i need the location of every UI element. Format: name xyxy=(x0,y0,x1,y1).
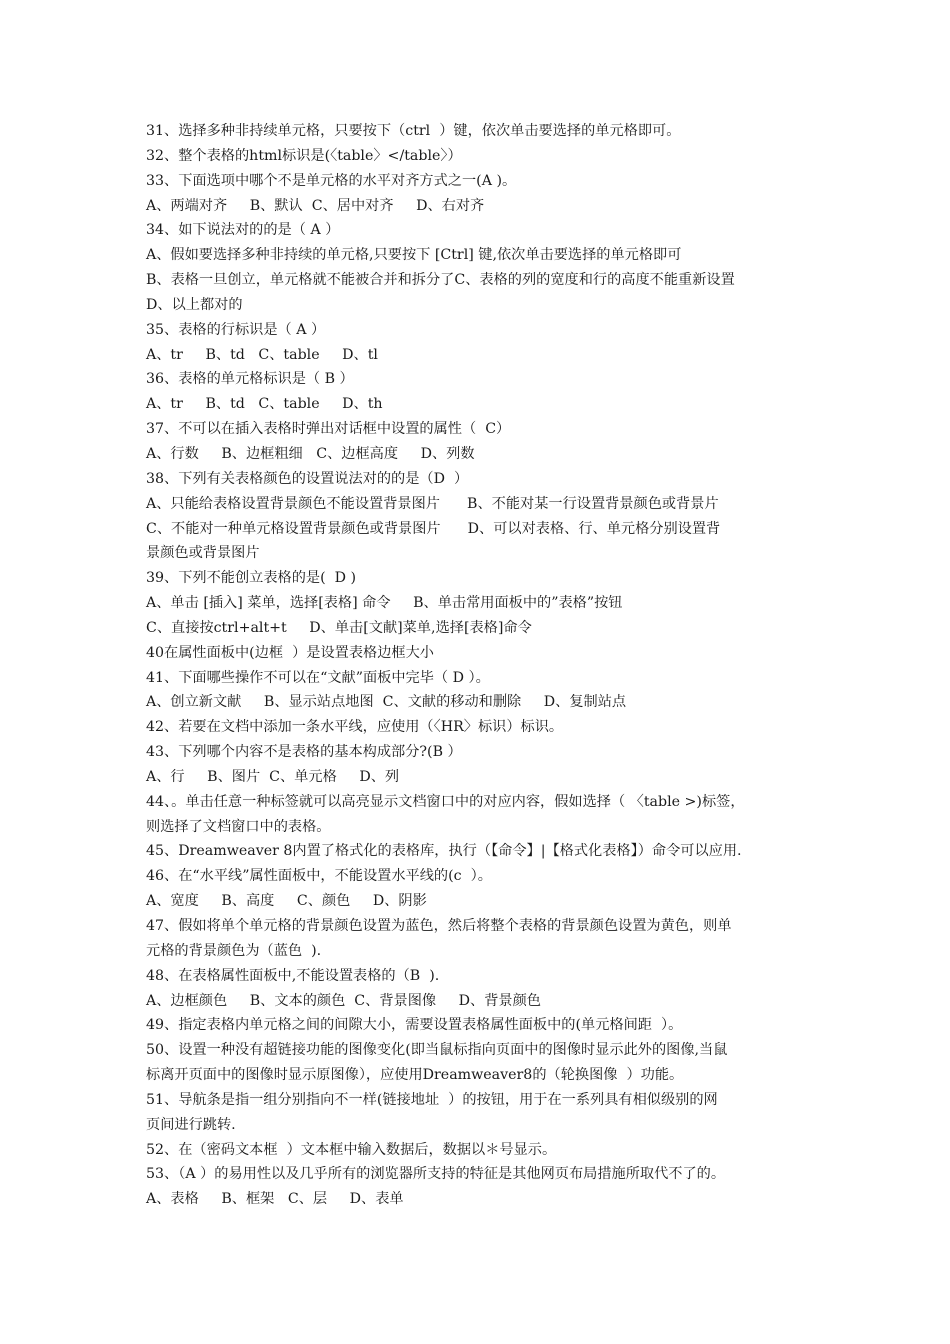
text-line: A、只能给表格设置背景颜色不能设置背景图片 B、不能对某一行设置背景颜色或背景片 xyxy=(146,495,719,512)
text-line: A、tr B、td C、table D、th xyxy=(146,396,383,413)
text-line: 33、下面选项中哪个不是单元格的水平对齐方式之一(A )。 xyxy=(146,172,517,189)
text-line: 43、下列哪个内容不是表格的基本构成部分?(B ） xyxy=(146,744,462,761)
text-line: A、tr B、td C、table D、tl xyxy=(146,346,378,363)
text-line: 38、下列有关表格颜色的设置说法对的的是（D ） xyxy=(146,470,469,487)
text-line: 32、整个表格的html标识是(〈table〉</table〉） xyxy=(146,147,462,164)
text-line: A、表格 B、框架 C、层 D、表单 xyxy=(146,1191,404,1208)
text-line: A、创立新文献 B、显示站点地图 C、文献的移动和删除 D、复制站点 xyxy=(146,694,627,711)
text-line: 35、表格的行标识是（ A ） xyxy=(146,321,326,338)
text-line: 44、。单击任意一种标签就可以高亮显示文档窗口中的对应内容，假如选择（ 〈table >)标签， xyxy=(146,793,745,810)
text-line: 则选择了文档窗口中的表格。 xyxy=(146,818,331,835)
text-line: A、行 B、图片 C、单元格 D、列 xyxy=(146,768,400,785)
text-line: 37、不可以在插入表格时弹出对话框中设置的属性（ C） xyxy=(146,421,511,438)
text-line: 46、在“水平线”属性面板中，不能设置水平线的(c ）。 xyxy=(146,868,492,885)
text-line: 31、选择多种非持续单元格，只要按下（ctrl ）键，依次单击要选择的单元格即可。 xyxy=(146,123,681,139)
text-line: C、不能对一种单元格设置背景颜色或背景图片 D、可以对表格、行、单元格分别设置背 xyxy=(146,520,721,537)
text-line: 景颜色或背景图片 xyxy=(146,545,260,562)
text-line: 53、（A ）的易用性以及几乎所有的浏览器所支持的特征是其他网页布局措施所取代不了的。 xyxy=(146,1166,726,1183)
text-line: 50、设置一种没有超链接功能的图像变化(即当鼠标指向页面中的图像时显示此外的图像,当鼠 xyxy=(146,1042,728,1059)
text-line: 标离开页面中的图像时显示原图像），应使用Dreamweaver8的（轮换图像 ）功能。 xyxy=(146,1067,684,1084)
text-line: 51、导航条是指一组分别指向不一样(链接地址 ）的按钮，用于在一系列具有相似级别的网 xyxy=(146,1091,718,1108)
text-line: B、表格一旦创立，单元格就不能被合并和拆分了C、表格的列的宽度和行的高度不能重新设置 xyxy=(146,272,735,289)
text-line: A、假如要选择多种非持续的单元格,只要按下 [Ctrl] 键,依次单击要选择的单元格即可 xyxy=(146,247,682,264)
text-line: A、边框颜色 B、文本的颜色 C、背景图像 D、背景颜色 xyxy=(146,992,541,1009)
text-line: C、直接按ctrl+alt+t D、单击[文献]菜单,选择[表格]命令 xyxy=(146,619,532,636)
text-line: 40在属性面板中(边框 ）是设置表格边框大小 xyxy=(146,644,434,661)
text-line: 39、下列不能创立表格的是( D ) xyxy=(146,570,357,587)
text-line: A、宽度 B、高度 C、颜色 D、阴影 xyxy=(146,893,427,910)
text-line: D、以上都对的 xyxy=(146,296,243,313)
text-line: A、单击 [插入] 菜单，选择[表格] 命令 B、单击常用面板中的”表格”按钮 xyxy=(146,595,623,612)
text-line: 52、在（密码文本框 ）文本框中输入数据后，数据以＊号显示。 xyxy=(146,1141,557,1158)
document-body xyxy=(146,119,816,1212)
text-line: 页间进行跳转. xyxy=(146,1116,236,1133)
text-line: 元格的背景颜色为（蓝色 ). xyxy=(146,942,322,959)
text-line: 36、表格的单元格标识是（ B ） xyxy=(146,371,354,388)
text-line: A、行数 B、边框粗细 C、边框高度 D、列数 xyxy=(146,445,475,462)
text-line: 49、指定表格内单元格之间的间隙大小，需要设置表格属性面板中的(单元格间距 ）。 xyxy=(146,1017,683,1034)
text-line: 41、下面哪些操作不可以在“文献”面板中完毕（ D ）。 xyxy=(146,669,490,686)
text-line: 47、假如将单个单元格的背景颜色设置为蓝色，然后将整个表格的背景颜色设置为黄色，则单 xyxy=(146,918,732,934)
text-line: 34、如下说法对的的是（ A ） xyxy=(146,222,340,239)
text-line: 45、Dreamweaver 8内置了格式化的表格库，执行（【命令】|【格式化表格】）命令可以应用. xyxy=(146,843,742,860)
text-line: 48、在表格属性面板中,不能设置表格的（B ). xyxy=(146,967,440,984)
text-line: 42、若要在文档中添加一条水平线，应使用（〈HR〉标识）标识。 xyxy=(146,719,564,736)
text-line: A、两端对齐 B、默认 C、居中对齐 D、右对齐 xyxy=(146,197,485,214)
